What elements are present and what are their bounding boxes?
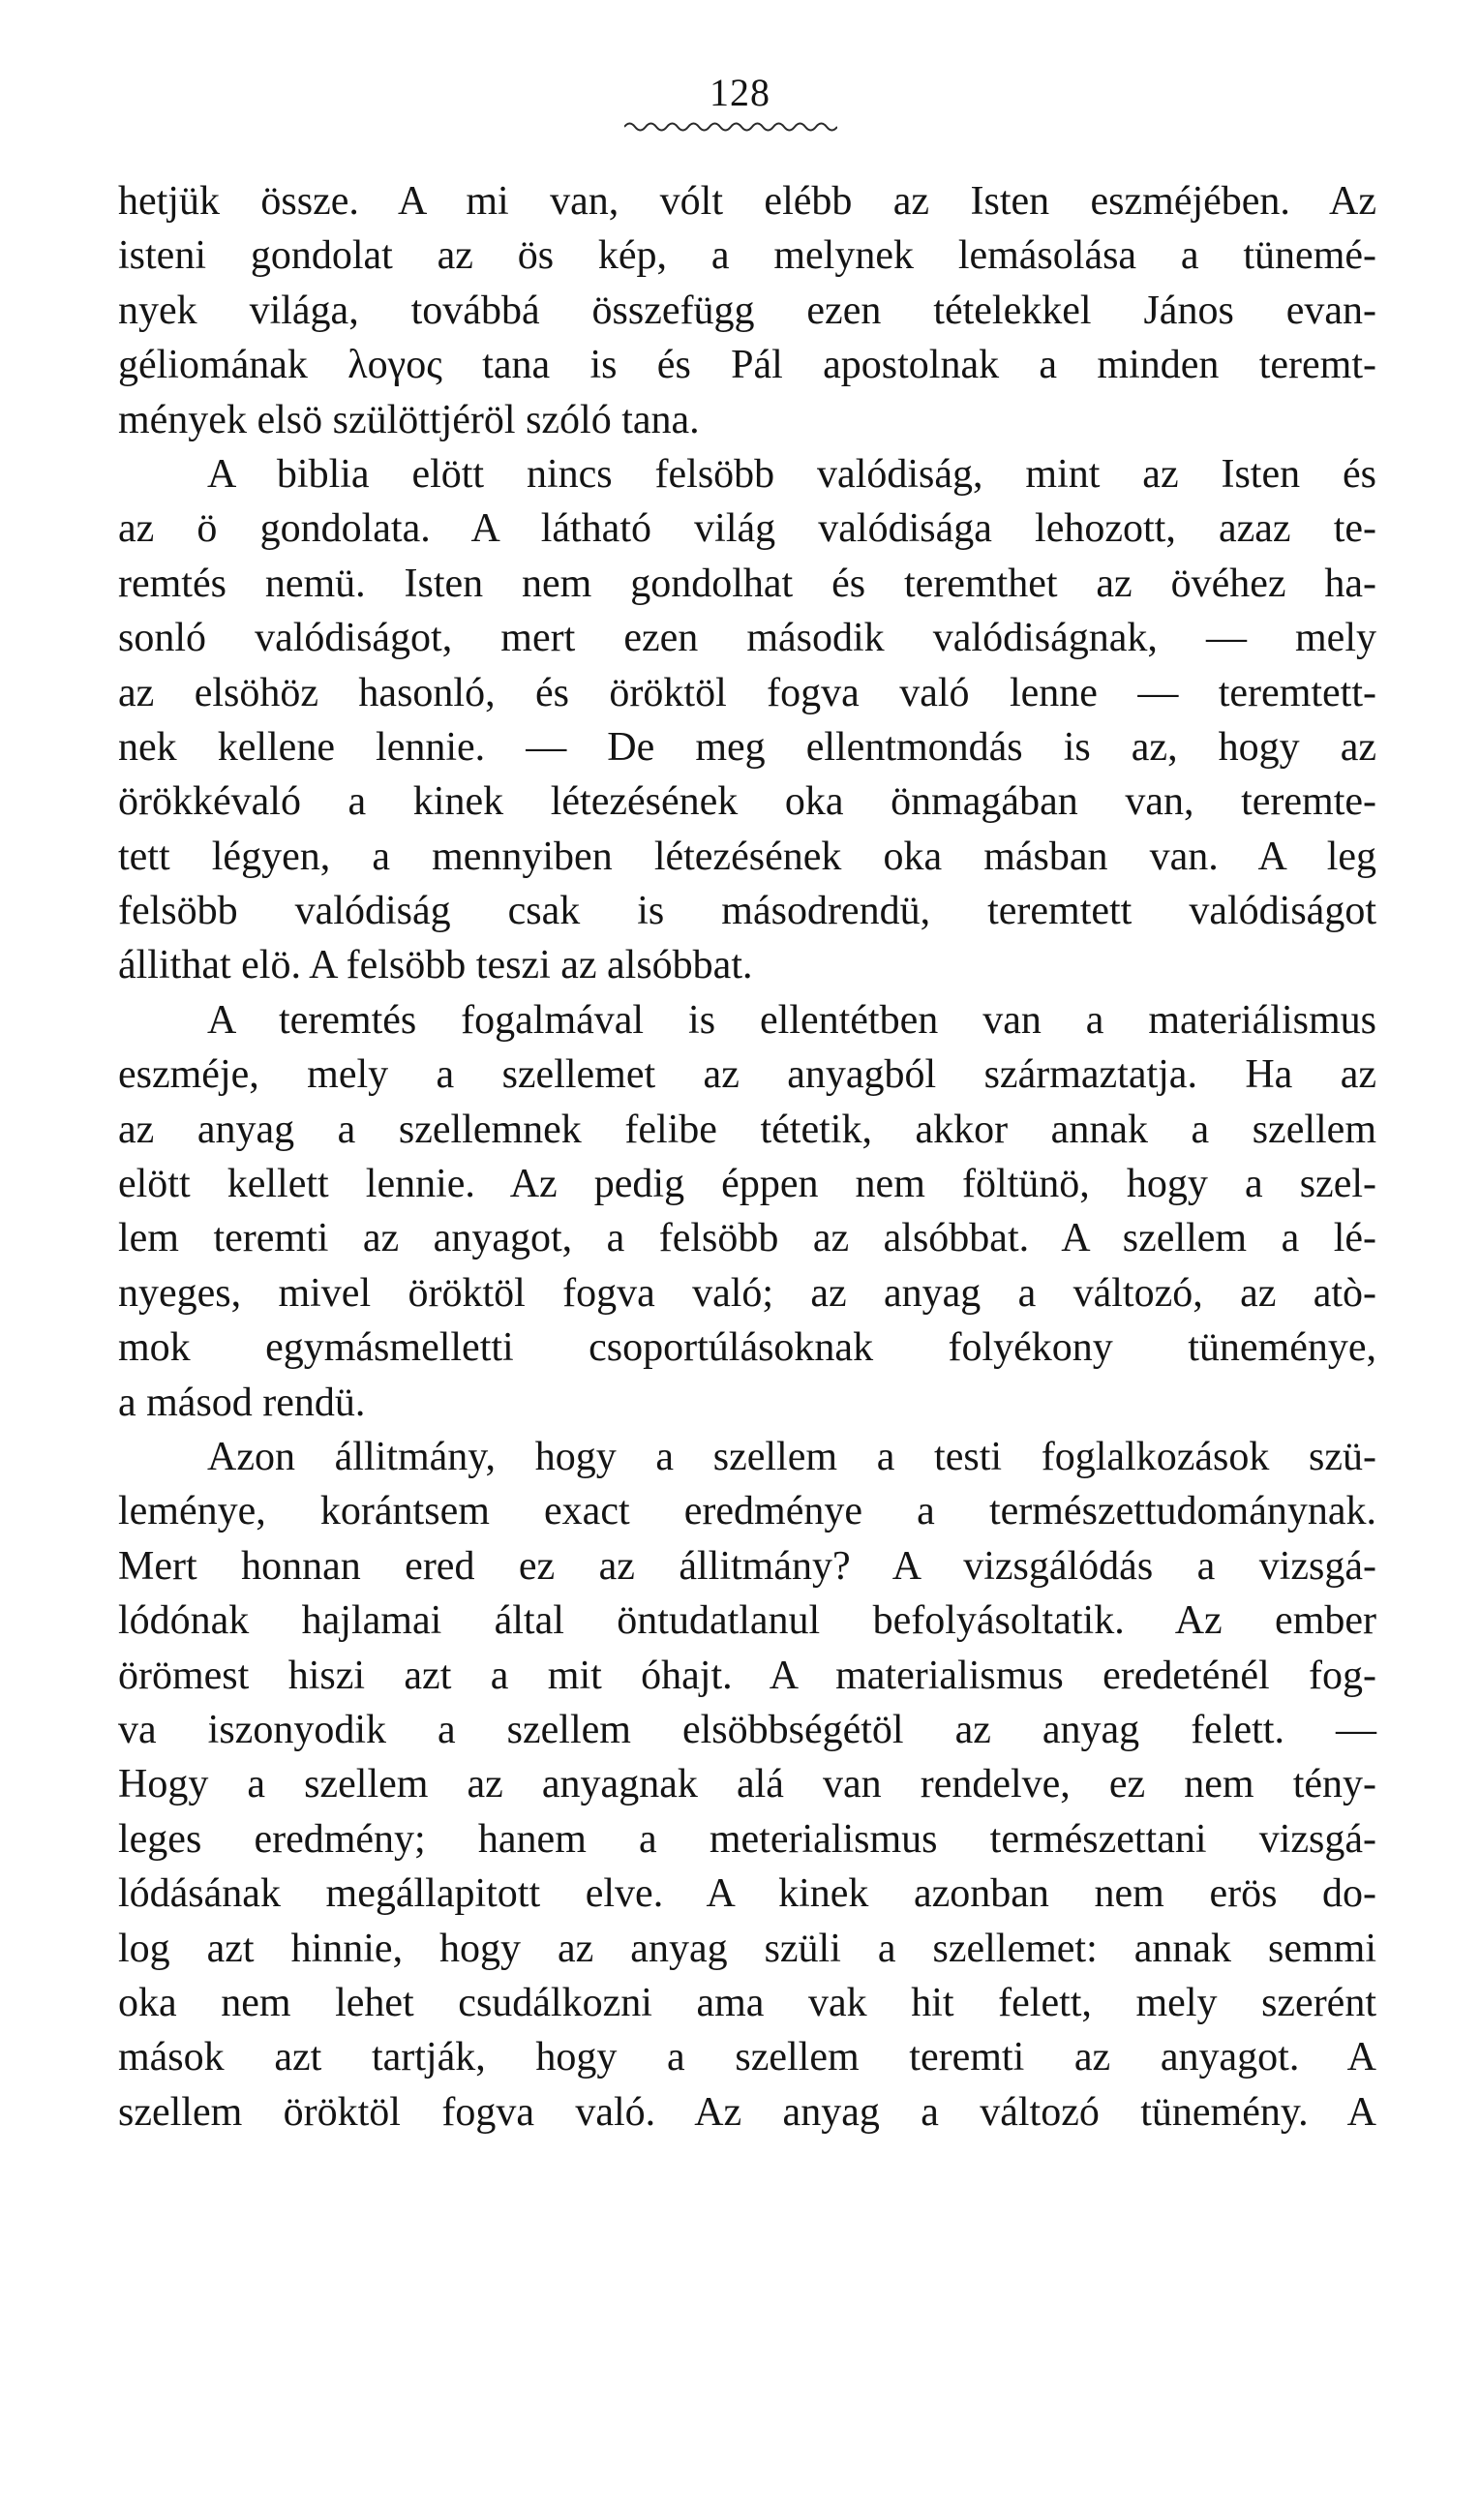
text-line: elött kellett lennie. Az pedig éppen nem föltünö, hogy a szel- xyxy=(118,1162,1376,1207)
body-text xyxy=(118,174,1376,2140)
text-line: nyek világa, továbbá összefügg ezen tételekkel János evan- xyxy=(118,288,1376,333)
text-line: eszméje, mely a szellemet az anyagból származtatja. Ha az xyxy=(118,1052,1376,1098)
text-line: felsöbb valódiság csak is másodrendü, teremtett valódiságot xyxy=(118,889,1376,934)
text-line: a másod rendü. xyxy=(118,1380,366,1425)
text-line: mok egymásmelletti csoportúlásoknak folyékony tüneménye, xyxy=(118,1325,1376,1371)
text-line: állithat elö. A felsöbb teszi az alsóbbat. xyxy=(118,943,753,988)
text-line: Mert honnan ered ez az állitmány? A vizsgálódás a vizsgá- xyxy=(118,1543,1376,1589)
text-line: remtés nemü. Isten nem gondolhat és teremthet az övéhez ha- xyxy=(118,561,1376,606)
text-line: hetjük össze. A mi van, vólt elébb az Isten eszméjében. Az xyxy=(118,179,1376,224)
text-line: A teremtés fogalmával is ellentétben van a materiálismus xyxy=(207,997,1376,1043)
text-line: szellem öröktöl fogva való. Az anyag a változó tünemény. A xyxy=(118,2089,1376,2135)
text-line: lódónak hajlamai által öntudatlanul befolyásoltatik. Az ember xyxy=(118,1598,1376,1644)
text-line: az ö gondolata. A látható világ valódisága lehozott, azaz te- xyxy=(118,506,1376,552)
text-line: Azon állitmány, hogy a szellem a testi foglalkozások szü- xyxy=(207,1434,1376,1479)
text-line: az elsöhöz hasonló, és öröktöl fogva való lenne — teremtett- xyxy=(118,670,1376,715)
text-line: az anyag a szellemnek felibe tétetik, akkor annak a szellem xyxy=(118,1107,1376,1152)
text-line: mények elsö szülöttjéröl szóló tana. xyxy=(118,397,700,442)
text-line: leménye, korántsem exact eredménye a természettudománynak. xyxy=(118,1489,1376,1534)
text-line: géliomának λογος tana is és Pál apostolnak a minden teremt- xyxy=(118,343,1376,388)
text-line: lódásának megállapitott elve. A kinek azonban nem erös do- xyxy=(118,1871,1376,1917)
text-line: Hogy a szellem az anyagnak alá van rendelve, ez nem tény- xyxy=(118,1762,1376,1807)
wavy-underline-ornament xyxy=(624,118,837,134)
text-line: log azt hinnie, hogy az anyag szüli a szellemet: annak semmi xyxy=(118,1926,1376,1971)
text-line: oka nem lehet csudálkozni ama vak hit felett, mely szerént xyxy=(118,1980,1376,2025)
text-line: nyeges, mivel öröktöl fogva való; az anyag a változó, az atò- xyxy=(118,1270,1376,1316)
text-line: lem teremti az anyagot, a felsöbb az alsóbbat. A szellem a lé- xyxy=(118,1216,1376,1261)
text-line: va iszonyodik a szellem elsöbbségétöl az anyag felett. — xyxy=(118,1707,1376,1752)
text-line: isteni gondolat az ös kép, a melynek lemásolása a tünemé- xyxy=(118,233,1376,279)
text-line: örökkévaló a kinek létezésének oka önmagában van, teremte- xyxy=(118,779,1376,825)
text-line: nek kellene lennie. — De meg ellentmondás is az, hogy az xyxy=(118,724,1376,770)
text-line: örömest hiszi azt a mit óhajt. A materialismus eredeténél fog- xyxy=(118,1653,1376,1698)
text-line: A biblia elött nincs felsöbb valódiság, mint az Isten és xyxy=(207,451,1376,497)
text-line: mások azt tartják, hogy a szellem teremti az anyagot. A xyxy=(118,2035,1376,2080)
page-number: 128 xyxy=(710,71,770,114)
text-line: leges eredmény; hanem a meterialismus természettani vizsgá- xyxy=(118,1816,1376,1862)
text-line: sonló valódiságot, mert ezen második valódiságnak, — mely xyxy=(118,616,1376,661)
text-line: tett légyen, a mennyiben létezésének oka másban van. A leg xyxy=(118,834,1376,879)
